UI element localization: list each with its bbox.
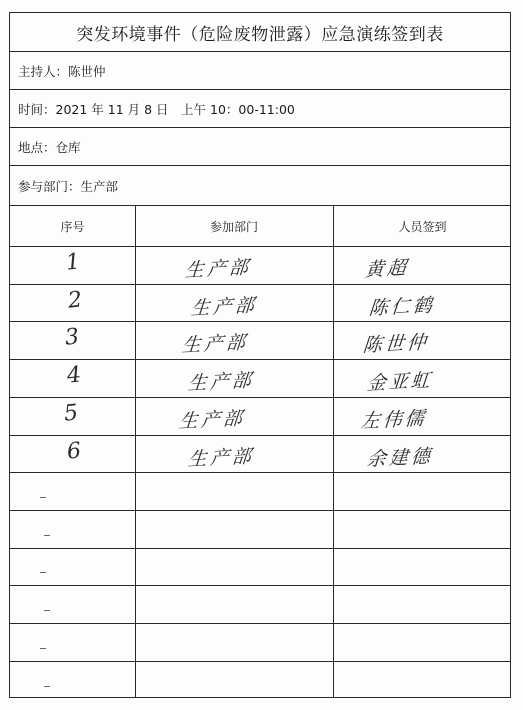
sheet-title: 突发环境事件（危险废物泄露）应急演练签到表 <box>76 24 444 45</box>
scan-mark <box>44 535 50 536</box>
row-seq-no: 5 <box>62 400 80 427</box>
row-person-signature: 左伟儒 <box>359 407 428 433</box>
row-person-signature: 黄超 <box>363 256 410 282</box>
row-divider <box>10 585 510 586</box>
row-seq-no: 2 <box>66 287 84 314</box>
row-divider <box>10 321 510 322</box>
row-divider <box>10 246 510 247</box>
row-department-signature: 生产部 <box>177 407 246 433</box>
header-department: 参加部门 <box>209 219 258 234</box>
row-divider <box>10 548 510 549</box>
scan-mark <box>40 648 46 649</box>
row-department-signature: 生产部 <box>189 293 258 320</box>
department-row <box>10 166 510 206</box>
header-seq-no: 序号 <box>60 219 85 234</box>
scan-mark <box>44 686 50 687</box>
row-department-signature: 生产部 <box>186 444 255 471</box>
row-seq-no: 6 <box>65 437 83 465</box>
row-divider <box>10 435 510 436</box>
row-department-signature: 生产部 <box>180 331 249 358</box>
sign-in-sheet <box>9 12 511 698</box>
row-divider <box>10 661 510 662</box>
scan-mark <box>40 497 46 498</box>
row-divider <box>10 359 510 360</box>
row-person-signature: 陈世仲 <box>361 331 430 358</box>
host-text: 主持人：陈世仲 <box>18 63 106 79</box>
time-row <box>10 90 510 128</box>
row-person-signature: 金亚虹 <box>365 369 434 395</box>
title-row <box>10 13 510 52</box>
row-person-signature: 陈仁鹤 <box>367 293 436 320</box>
row-seq-no: 4 <box>65 362 83 389</box>
sign-in-table <box>10 206 510 697</box>
row-person-signature: 余建德 <box>365 444 434 471</box>
row-seq-no: 1 <box>64 249 82 276</box>
place-row <box>10 128 510 166</box>
scan-mark <box>44 610 50 611</box>
row-department-signature: 生产部 <box>186 369 255 395</box>
scan-mark <box>40 572 46 573</box>
host-row <box>10 52 510 90</box>
department-text: 参与部门：生产部 <box>18 178 119 194</box>
row-department-signature: 生产部 <box>183 256 252 282</box>
row-divider <box>10 284 510 285</box>
place-text: 地点：仓库 <box>18 139 81 155</box>
row-divider <box>10 510 510 511</box>
row-divider <box>10 472 510 473</box>
time-text: 时间：2021 年 11 月 8 日 上午 10：00-11:00 <box>18 101 295 117</box>
row-divider <box>10 397 510 398</box>
row-divider <box>10 623 510 624</box>
row-seq-no: 3 <box>63 324 81 352</box>
header-signature: 人员签到 <box>398 219 447 234</box>
